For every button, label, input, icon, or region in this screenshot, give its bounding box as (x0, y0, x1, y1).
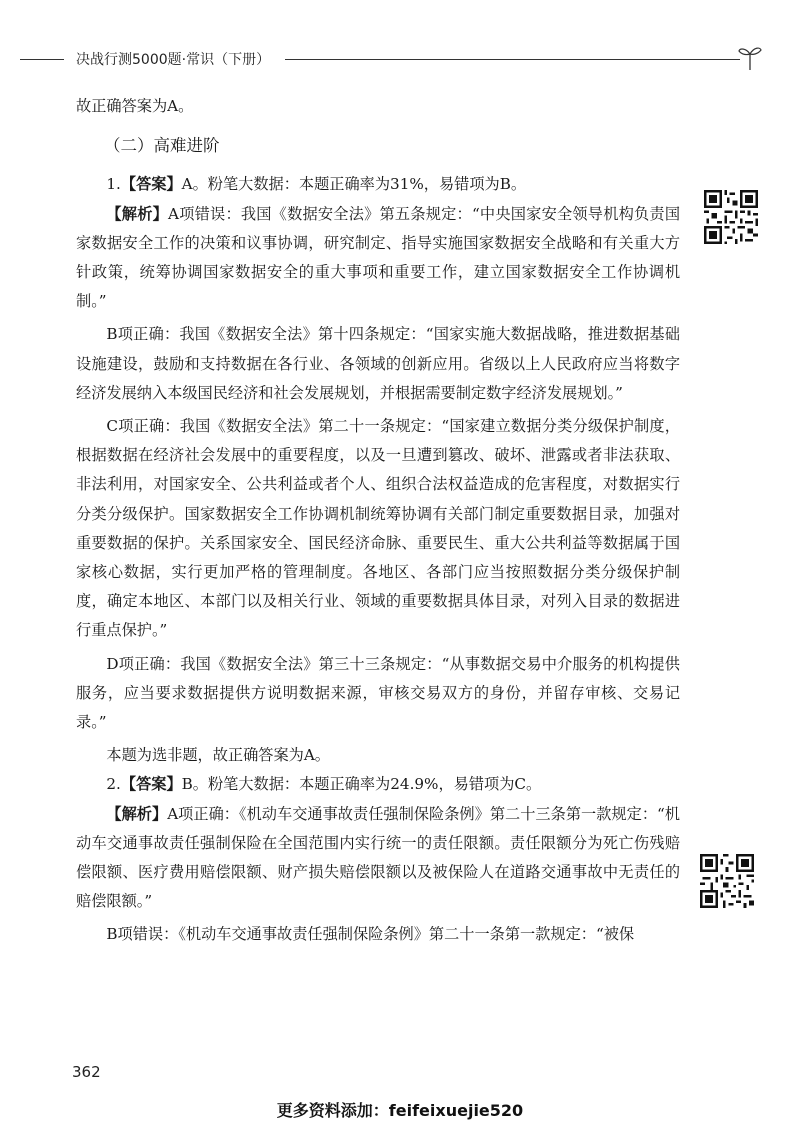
qr-code-icon[interactable] (700, 854, 754, 908)
footer-note: 更多资料添加：feifeixuejie520 (276, 1101, 524, 1120)
q1-option-d: D项正确：我国《数据安全法》第三十三条规定：“从事数据交易中介服务的机构提供服务，应当要求数据提供方说明数据来源，审核交易双方的身份，并留存审核、交易记录。” (76, 654, 680, 732)
q1-option-c: C项正确：我国《数据安全法》第二十一条规定：“国家建立数据分类分级保护制度，根据数据在经济社会发展中的重要程度，以及一旦遭到篡改、破坏、泄露或者非法获取、非法利用，对国家安全、公共利益或者个人、组织合法权益造成的危害程度，对数据实行分类分级保护。国家数据安全工作协调机制统筹协调有关部门制定重要数据目录，加强对重要数据的保护。关系国家安全、国民经济命脉、重要民生、重大公共利益等数据属于国家核心数据，实行更加严格的管理制度。各地区、各部门应当按照数据分类分级保护制度，确定本地区、本部门以及相关行业、领域的重要数据具体目录，对列入目录的数据进行重点保护。” (76, 417, 680, 640)
q2-answer (76, 770, 680, 799)
qr-code-icon[interactable] (704, 190, 758, 244)
header-rule-right (285, 59, 740, 60)
q1-number: 1. (106, 175, 121, 194)
q1-analysis-a (76, 200, 680, 317)
page-number: 362 (72, 1063, 101, 1081)
q1-answer (76, 170, 680, 199)
section-title: （二）高难进阶 (104, 136, 220, 156)
q1-answer-tag: 【答案】 (120, 175, 182, 194)
q2-analysis-a (76, 800, 680, 917)
q1-analysis-tag: 【解析】 (106, 204, 169, 223)
q1-analysis-a-text: A项错误：我国《数据安全法》第五条规定：“中央国家安全领导机构负责国家数据安全工作的决策和议事协调，研究制定、指导实施国家数据安全战略和有关重大方针政策，统筹协调国家数据安全的重大事项和重要工作，建立国家数据安全工作协调机制。” (76, 204, 681, 311)
q1-answer-text: A。粉笔大数据：本题正确率为31%，易错项为B。 (181, 175, 527, 194)
header-rule-left (20, 59, 64, 60)
sprout-icon (737, 42, 763, 72)
q2-number: 2. (106, 775, 121, 794)
header-title: 决战行测5000题·常识（下册） (76, 52, 271, 68)
page-body (76, 92, 680, 950)
q2-analysis-tag: 【解析】 (106, 804, 168, 823)
q1-option-b: B项正确：我国《数据安全法》第十四条规定：“国家实施大数据战略，推进数据基础设施建设，鼓励和支持数据在各行业、各领域的创新应用。省级以上人民政府应当将数字经济发展纳入本级国民经济和社会发展规划，并根据需要制定数字经济发展规划。” (76, 325, 680, 402)
q2-analysis-a-text: A项正确：《机动车交通事故责任强制保险条例》第二十三条第一款规定：“机动车交通事故责任强制保险在全国范围内实行统一的责任限额。责任限额分为死亡伤残赔偿限额、医疗费用赔偿限额、财产损失赔偿限额以及被保险人在道路交通事故中无责任的赔偿限额。” (76, 804, 680, 911)
q2-option-b: B项错误：《机动车交通事故责任强制保险条例》第二十一条第一款规定：“被保 (106, 925, 635, 944)
running-header (20, 44, 765, 74)
q2-answer-text: B。粉笔大数据：本题正确率为24.9%，易错项为C。 (181, 775, 542, 794)
q1-conclusion: 本题为选非题，故正确答案为A。 (106, 746, 330, 765)
previous-conclusion: 故正确答案为A。 (76, 97, 194, 115)
q2-answer-tag: 【答案】 (120, 775, 182, 794)
